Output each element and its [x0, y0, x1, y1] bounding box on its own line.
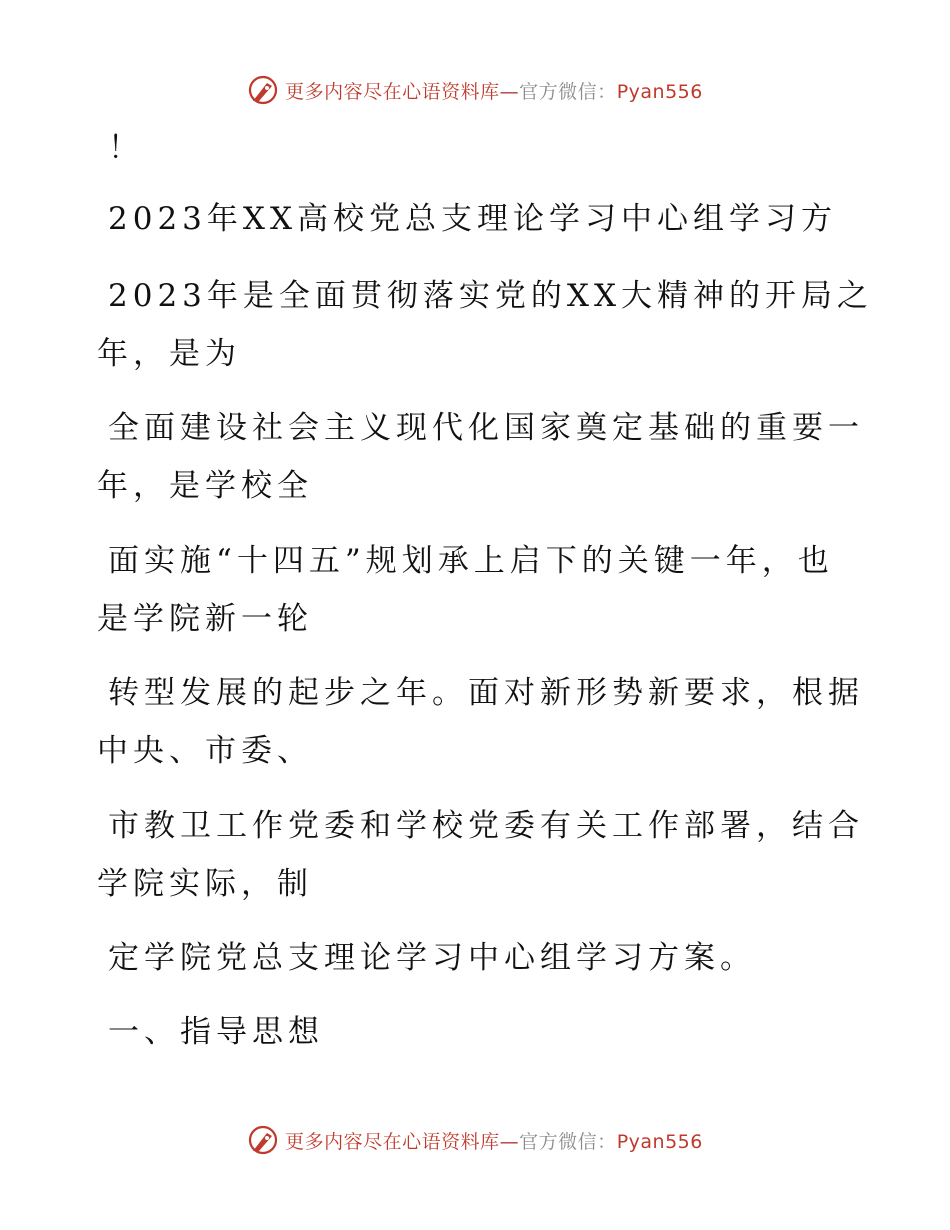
watermark-account: Pyan556 — [616, 1130, 703, 1153]
watermark-text — [285, 1127, 703, 1154]
pen-nib-circle-icon — [247, 1124, 279, 1156]
doc-paragraph-line: 学院实际，制 — [97, 866, 313, 902]
doc-paragraph-line: 中央、市委、 — [97, 733, 313, 769]
doc-paragraph-line: 转型发展的起步之年。面对新形势新要求，根据 — [108, 675, 864, 711]
watermark-text — [285, 77, 703, 104]
doc-paragraph-line: 年，是为 — [97, 336, 241, 372]
pen-nib-circle-icon — [247, 74, 279, 106]
doc-paragraph-line: 定学院党总支理论学习中心组学习方案。 — [108, 940, 756, 976]
footer-watermark — [0, 1120, 950, 1160]
doc-paragraph-line: 市教卫工作党委和学校党委有关工作部署，结合 — [108, 808, 864, 844]
watermark-separator: — — [499, 80, 520, 103]
doc-paragraph-line: 面实施“十四五”规划承上启下的关键一年，也 — [108, 543, 834, 579]
doc-section-heading: 一、指导思想 — [108, 1014, 324, 1050]
doc-line-exclamation: ！ — [108, 130, 144, 166]
doc-paragraph-line: 2023年是全面贯彻落实党的XX大精神的开局之 — [108, 278, 874, 314]
watermark-brand: 更多内容尽在心语资料库 — [285, 80, 500, 103]
watermark-label: 官方微信： — [519, 1130, 617, 1153]
doc-paragraph-line: 年，是学校全 — [97, 468, 313, 504]
watermark-separator: — — [499, 1130, 520, 1153]
doc-title-line: 2023年XX高校党总支理论学习中心组学习方 — [108, 201, 838, 237]
header-watermark — [0, 70, 950, 110]
watermark-account: Pyan556 — [616, 80, 703, 103]
doc-paragraph-line: 是学院新一轮 — [97, 601, 313, 637]
watermark-brand: 更多内容尽在心语资料库 — [285, 1130, 500, 1153]
doc-paragraph-line: 全面建设社会主义现代化国家奠定基础的重要一 — [108, 410, 864, 446]
watermark-label: 官方微信： — [519, 80, 617, 103]
